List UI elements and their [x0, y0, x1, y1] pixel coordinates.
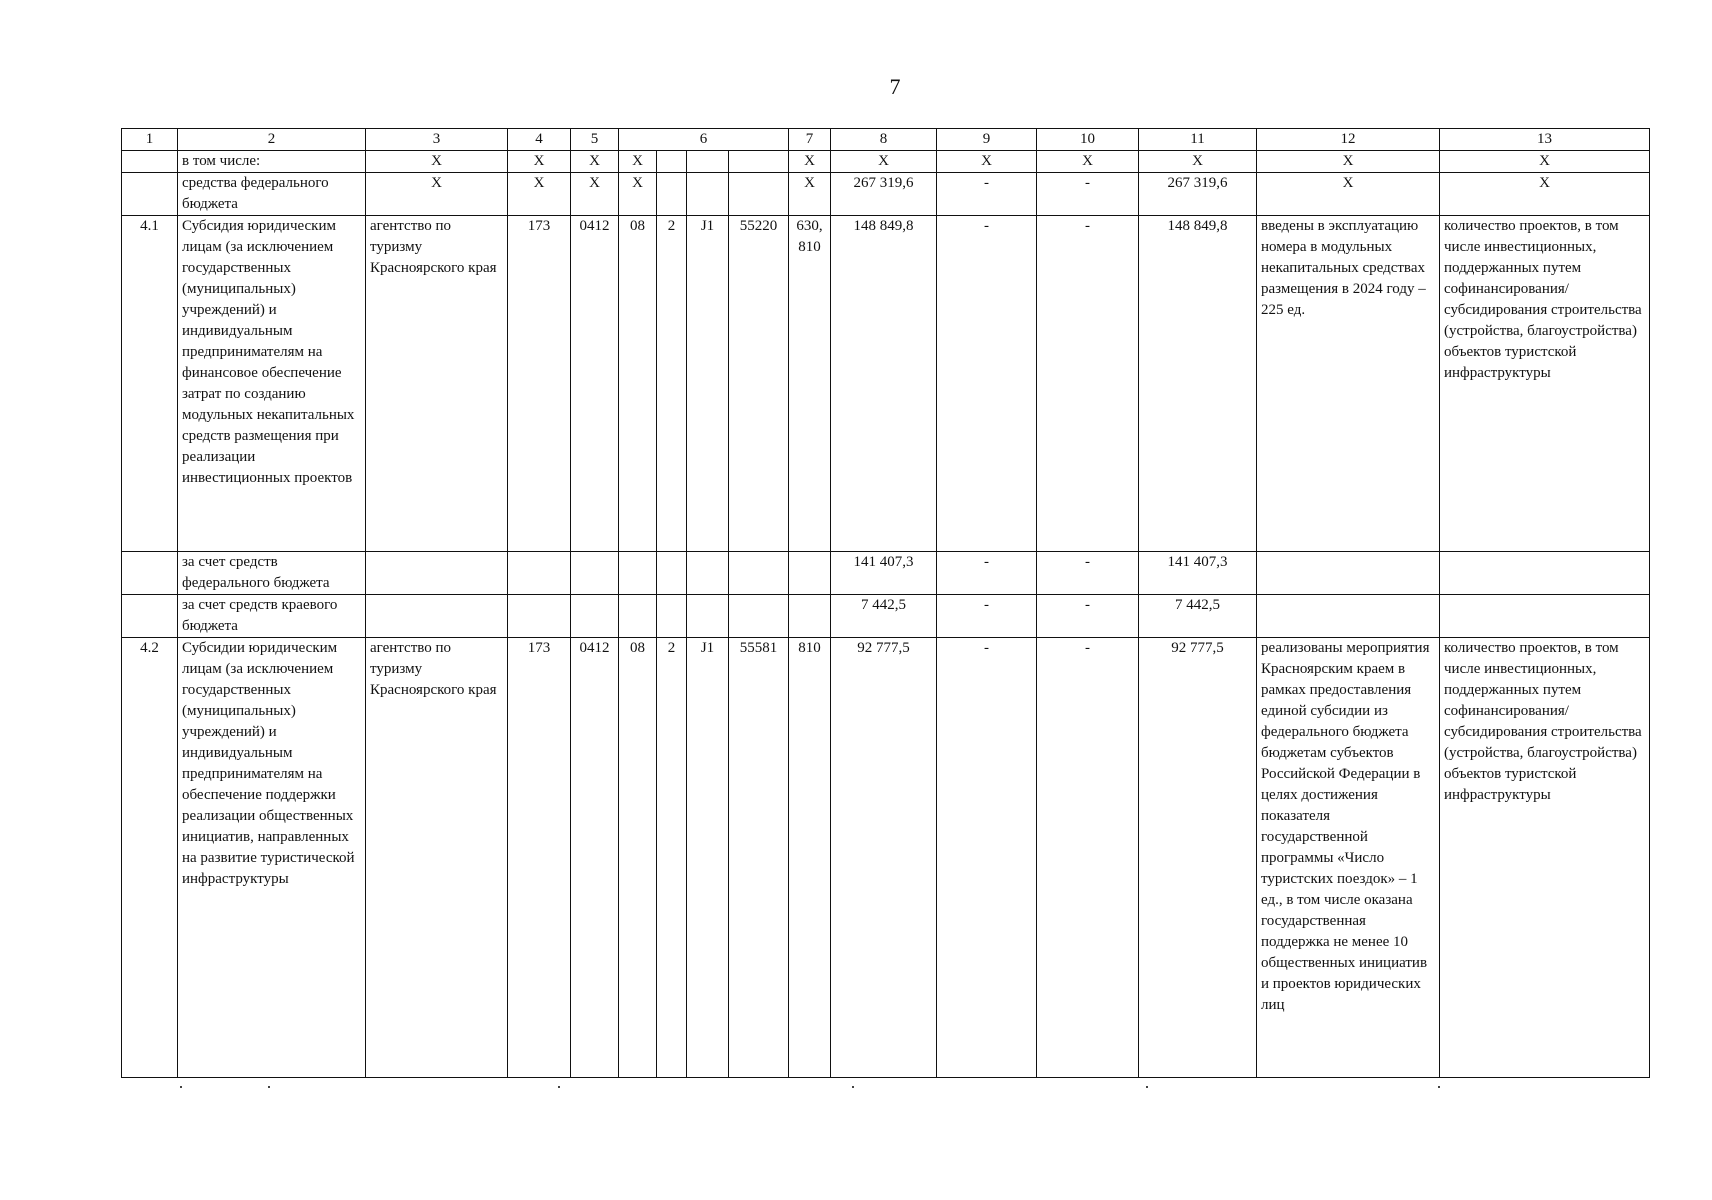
table-cell: - — [937, 552, 1037, 595]
table-cell: введены в эксплуатацию номера в модульных некапитальных средствах размещения в 2024 году – 225 ед. — [1257, 216, 1440, 552]
table-row — [122, 173, 1650, 216]
table-cell: X — [1037, 151, 1139, 173]
table-cell: 141 407,3 — [1139, 552, 1257, 595]
row-title: за счет средств краевого бюджета — [178, 595, 366, 638]
table-cell: X — [1257, 173, 1440, 216]
table-cell: X — [366, 173, 508, 216]
table-cell: X — [1257, 151, 1440, 173]
scan-mark — [1438, 1086, 1440, 1088]
table-cell: 0412 — [571, 638, 619, 1078]
header-row — [122, 129, 1650, 151]
table-row — [122, 595, 1650, 638]
scan-mark — [558, 1086, 560, 1088]
table-cell: 173 — [508, 638, 571, 1078]
table-cell: X — [789, 173, 831, 216]
table-cell: X — [571, 173, 619, 216]
row-title: Субсидия юридическим лицам (за исключением государственных (муниципальных) учреждений) и индивидуальным предпринимателям на финансовое обеспечение затрат по созданию модульных некапитальных средств размещения при реализации инвестиционных проектов — [178, 216, 366, 552]
table-cell: 141 407,3 — [831, 552, 937, 595]
scan-mark — [1146, 1086, 1148, 1088]
table-cell: 08 — [619, 638, 657, 1078]
header-cell: 6 — [619, 129, 789, 151]
table-cell: 267 319,6 — [831, 173, 937, 216]
table-cell: 7 442,5 — [831, 595, 937, 638]
header-cell: 8 — [831, 129, 937, 151]
table-cell: J1 — [687, 216, 729, 552]
table-cell: 0412 — [571, 216, 619, 552]
table-cell: X — [789, 151, 831, 173]
table-row — [122, 216, 1650, 552]
scan-mark — [268, 1086, 270, 1088]
table-cell: 92 777,5 — [831, 638, 937, 1078]
table-cell: - — [1037, 595, 1139, 638]
table-cell: 7 442,5 — [1139, 595, 1257, 638]
row-number: 4.2 — [122, 638, 178, 1078]
table-cell: X — [831, 151, 937, 173]
table-cell: реализованы мероприятия Красноярским краем в рамках предоставления единой субсидии из федерального бюджета бюджетам субъектов Российской Федерации в целях достижения показателя государственной программы «Число туристских поездок» – 1 ед., в том числе оказана государственная поддержка не менее 10 общественных инициатив и проектов юридических лиц — [1257, 638, 1440, 1078]
header-cell: 5 — [571, 129, 619, 151]
row-title: за счет средств федерального бюджета — [178, 552, 366, 595]
table-cell: агентство по туризму Красноярского края — [366, 216, 508, 552]
table-cell: - — [937, 216, 1037, 552]
table-cell: X — [619, 151, 657, 173]
table-cell: 148 849,8 — [831, 216, 937, 552]
table-cell: - — [937, 638, 1037, 1078]
table-cell: - — [1037, 216, 1139, 552]
table-cell: X — [508, 151, 571, 173]
header-cell: 9 — [937, 129, 1037, 151]
table-cell: X — [619, 173, 657, 216]
table-cell: 630, 810 — [789, 216, 831, 552]
table-cell: X — [937, 151, 1037, 173]
scan-mark — [852, 1086, 854, 1088]
table-cell: X — [1440, 151, 1650, 173]
table-cell — [657, 151, 687, 173]
scan-mark — [180, 1086, 182, 1088]
row-title: средства федерального бюджета — [178, 173, 366, 216]
table-cell: X — [571, 151, 619, 173]
header-cell: 4 — [508, 129, 571, 151]
table-cell: J1 — [687, 638, 729, 1078]
table-cell: X — [1139, 151, 1257, 173]
table-cell — [687, 151, 729, 173]
table-cell: 810 — [789, 638, 831, 1078]
header-cell: 10 — [1037, 129, 1139, 151]
table-cell: 173 — [508, 216, 571, 552]
budget-table — [121, 128, 1650, 1078]
header-cell: 12 — [1257, 129, 1440, 151]
table-cell — [729, 151, 789, 173]
table-cell: 08 — [619, 216, 657, 552]
table-cell: 92 777,5 — [1139, 638, 1257, 1078]
table-row — [122, 638, 1650, 1078]
table-row — [122, 552, 1650, 595]
table-cell: 267 319,6 — [1139, 173, 1257, 216]
table-cell: - — [937, 173, 1037, 216]
row-title: Субсидии юридическим лицам (за исключением государственных (муниципальных) учреждений) и индивидуальным предпринимателям на обеспечение поддержки реализации общественных инициатив, направленных на развитие туристической инфраструктуры — [178, 638, 366, 1078]
table-cell: X — [508, 173, 571, 216]
table-cell: агентство по туризму Красноярского края — [366, 638, 508, 1078]
table-row — [122, 151, 1650, 173]
table-cell — [687, 173, 729, 216]
table-cell: X — [366, 151, 508, 173]
table-cell: - — [1037, 173, 1139, 216]
page-number: 7 — [889, 74, 901, 99]
table-cell — [729, 173, 789, 216]
table-cell: - — [1037, 638, 1139, 1078]
row-number: 4.1 — [122, 216, 178, 552]
header-cell: 3 — [366, 129, 508, 151]
table-cell — [657, 173, 687, 216]
header-cell: 13 — [1440, 129, 1650, 151]
table-cell: 148 849,8 — [1139, 216, 1257, 552]
table-cell: 55220 — [729, 216, 789, 552]
table-cell: - — [937, 595, 1037, 638]
row-number — [122, 151, 178, 173]
table-cell: 2 — [657, 216, 687, 552]
table-cell: количество проектов, в том числе инвестиционных, поддержанных путем софинансирования/ субсидирования строительства (устройства, благоустройства) объектов туристской инфраструктуры — [1440, 638, 1650, 1078]
header-cell: 7 — [789, 129, 831, 151]
row-number — [122, 173, 178, 216]
table-cell: количество проектов, в том числе инвестиционных, поддержанных путем софинансирования/ субсидирования строительства (устройства, благоустройства) объектов туристской инфраструктуры — [1440, 216, 1650, 552]
table-cell: 55581 — [729, 638, 789, 1078]
table-cell: 2 — [657, 638, 687, 1078]
header-cell: 2 — [178, 129, 366, 151]
row-title: в том числе: — [178, 151, 366, 173]
table-cell: X — [1440, 173, 1650, 216]
header-cell: 1 — [122, 129, 178, 151]
table-cell: - — [1037, 552, 1139, 595]
header-cell: 11 — [1139, 129, 1257, 151]
